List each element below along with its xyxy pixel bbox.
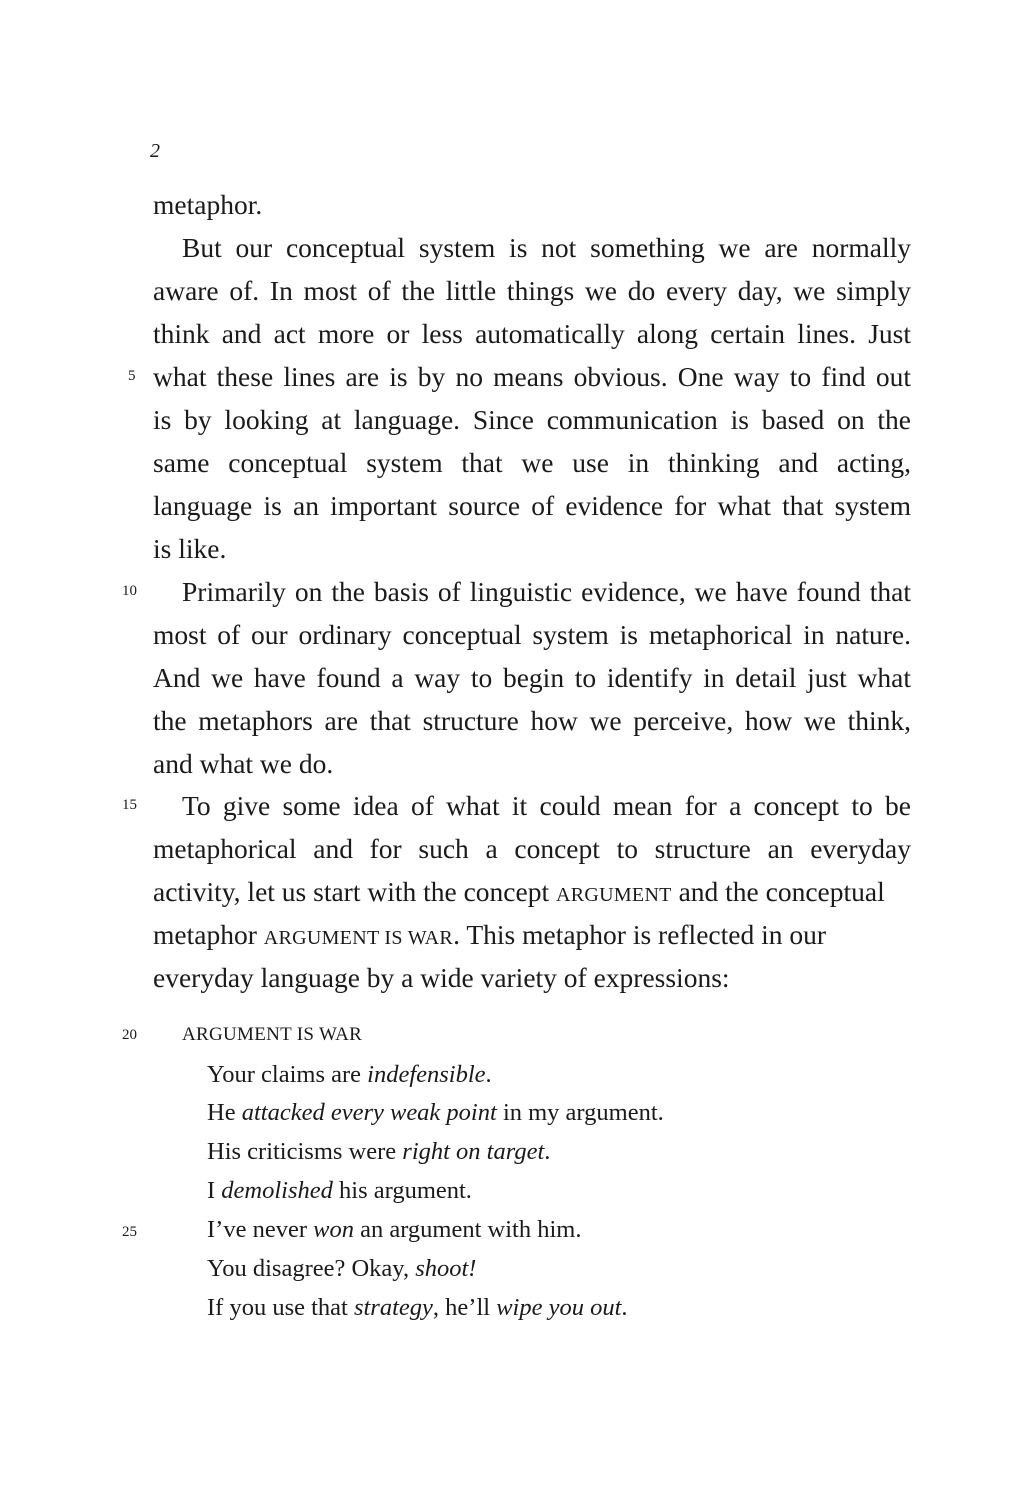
text-segment: an argument with him. bbox=[353, 1216, 582, 1243]
example-line-4 bbox=[207, 1176, 472, 1206]
text-line-3: aware of. In most of the little things we do every day, we simply bbox=[153, 275, 911, 306]
text-line-4: think and act more or less automatically along certain lines. Just bbox=[153, 318, 911, 349]
text-segment: . This metaphor is reflected in our bbox=[453, 919, 827, 950]
italic-phrase: wipe you out bbox=[496, 1294, 622, 1321]
italic-phrase: won bbox=[313, 1216, 354, 1243]
italic-phrase: shoot! bbox=[415, 1255, 477, 1282]
text-segment: You disagree? Okay, bbox=[207, 1255, 416, 1282]
line-number-20: 20 bbox=[122, 1027, 137, 1043]
example-line-5 bbox=[207, 1215, 581, 1245]
text-segment: If you use that bbox=[207, 1294, 354, 1321]
italic-phrase: right on target bbox=[402, 1138, 545, 1165]
line-number-25: 25 bbox=[122, 1224, 137, 1240]
italic-phrase: strategy bbox=[353, 1294, 433, 1321]
italic-phrase: indefensible bbox=[367, 1061, 486, 1088]
text-line-1: metaphor. bbox=[153, 189, 263, 220]
text-segment: He bbox=[207, 1099, 242, 1126]
small-caps-term: ARGUMENT IS WAR bbox=[263, 927, 454, 949]
text-segment: . bbox=[621, 1294, 628, 1321]
example-line-7 bbox=[207, 1293, 628, 1323]
text-segment: metaphor bbox=[153, 919, 264, 950]
example-line-2 bbox=[207, 1098, 664, 1128]
example-heading: ARGUMENT IS WAR bbox=[182, 1024, 363, 1045]
text-segment: His criticisms were bbox=[207, 1138, 403, 1165]
small-caps-term: ARGUMENT bbox=[555, 884, 672, 906]
text-segment: I bbox=[207, 1177, 222, 1204]
text-line-15: To give some idea of what it could mean for a concept to be bbox=[182, 790, 911, 821]
line-number-10: 10 bbox=[122, 583, 137, 599]
text-segment: Your claims are bbox=[207, 1061, 368, 1088]
italic-phrase: demolished bbox=[221, 1177, 333, 1204]
text-line-7: same conceptual system that we use in thinking and acting, bbox=[153, 447, 911, 478]
text-line-14: and what we do. bbox=[153, 748, 334, 779]
text-line-9: is like. bbox=[153, 533, 227, 564]
line-number-15: 15 bbox=[122, 797, 137, 813]
text-segment: activity, let us start with the concept bbox=[153, 876, 556, 907]
text-line-17 bbox=[153, 875, 911, 912]
text-segment: his argument. bbox=[332, 1177, 472, 1204]
example-line-6 bbox=[207, 1254, 476, 1284]
text-line-10: Primarily on the basis of linguistic evidence, we have found that bbox=[182, 576, 911, 607]
text-line-12: And we have found a way to begin to identify in detail just what bbox=[153, 662, 911, 693]
text-segment: I’ve never bbox=[207, 1216, 314, 1243]
text-line-6: is by looking at language. Since communication is based on the bbox=[153, 404, 911, 435]
text-line-2: But our conceptual system is not something we are normally bbox=[182, 232, 911, 263]
text-line-13: the metaphors are that structure how we perceive, how we think, bbox=[153, 705, 911, 736]
text-line-11: most of our ordinary conceptual system is metaphorical in nature. bbox=[153, 619, 911, 650]
text-segment: . bbox=[485, 1061, 492, 1088]
text-line-18 bbox=[153, 918, 911, 955]
example-line-1 bbox=[207, 1060, 492, 1090]
page-number: 2 bbox=[150, 140, 160, 162]
text-segment: in my argument. bbox=[496, 1099, 664, 1126]
text-segment: , he’ll bbox=[432, 1294, 497, 1321]
example-line-3 bbox=[207, 1137, 550, 1167]
text-segment: . bbox=[544, 1138, 551, 1165]
text-line-5: what these lines are is by no means obvious. One way to find out bbox=[153, 361, 911, 392]
text-line-8: language is an important source of evidence for what that system bbox=[153, 490, 911, 521]
line-number-5: 5 bbox=[128, 368, 136, 384]
text-line-19: everyday language by a wide variety of expressions: bbox=[153, 962, 730, 993]
italic-phrase: attacked every weak point bbox=[241, 1099, 497, 1126]
text-line-16: metaphorical and for such a concept to structure an everyday bbox=[153, 833, 911, 864]
text-segment: and the conceptual bbox=[671, 876, 885, 907]
